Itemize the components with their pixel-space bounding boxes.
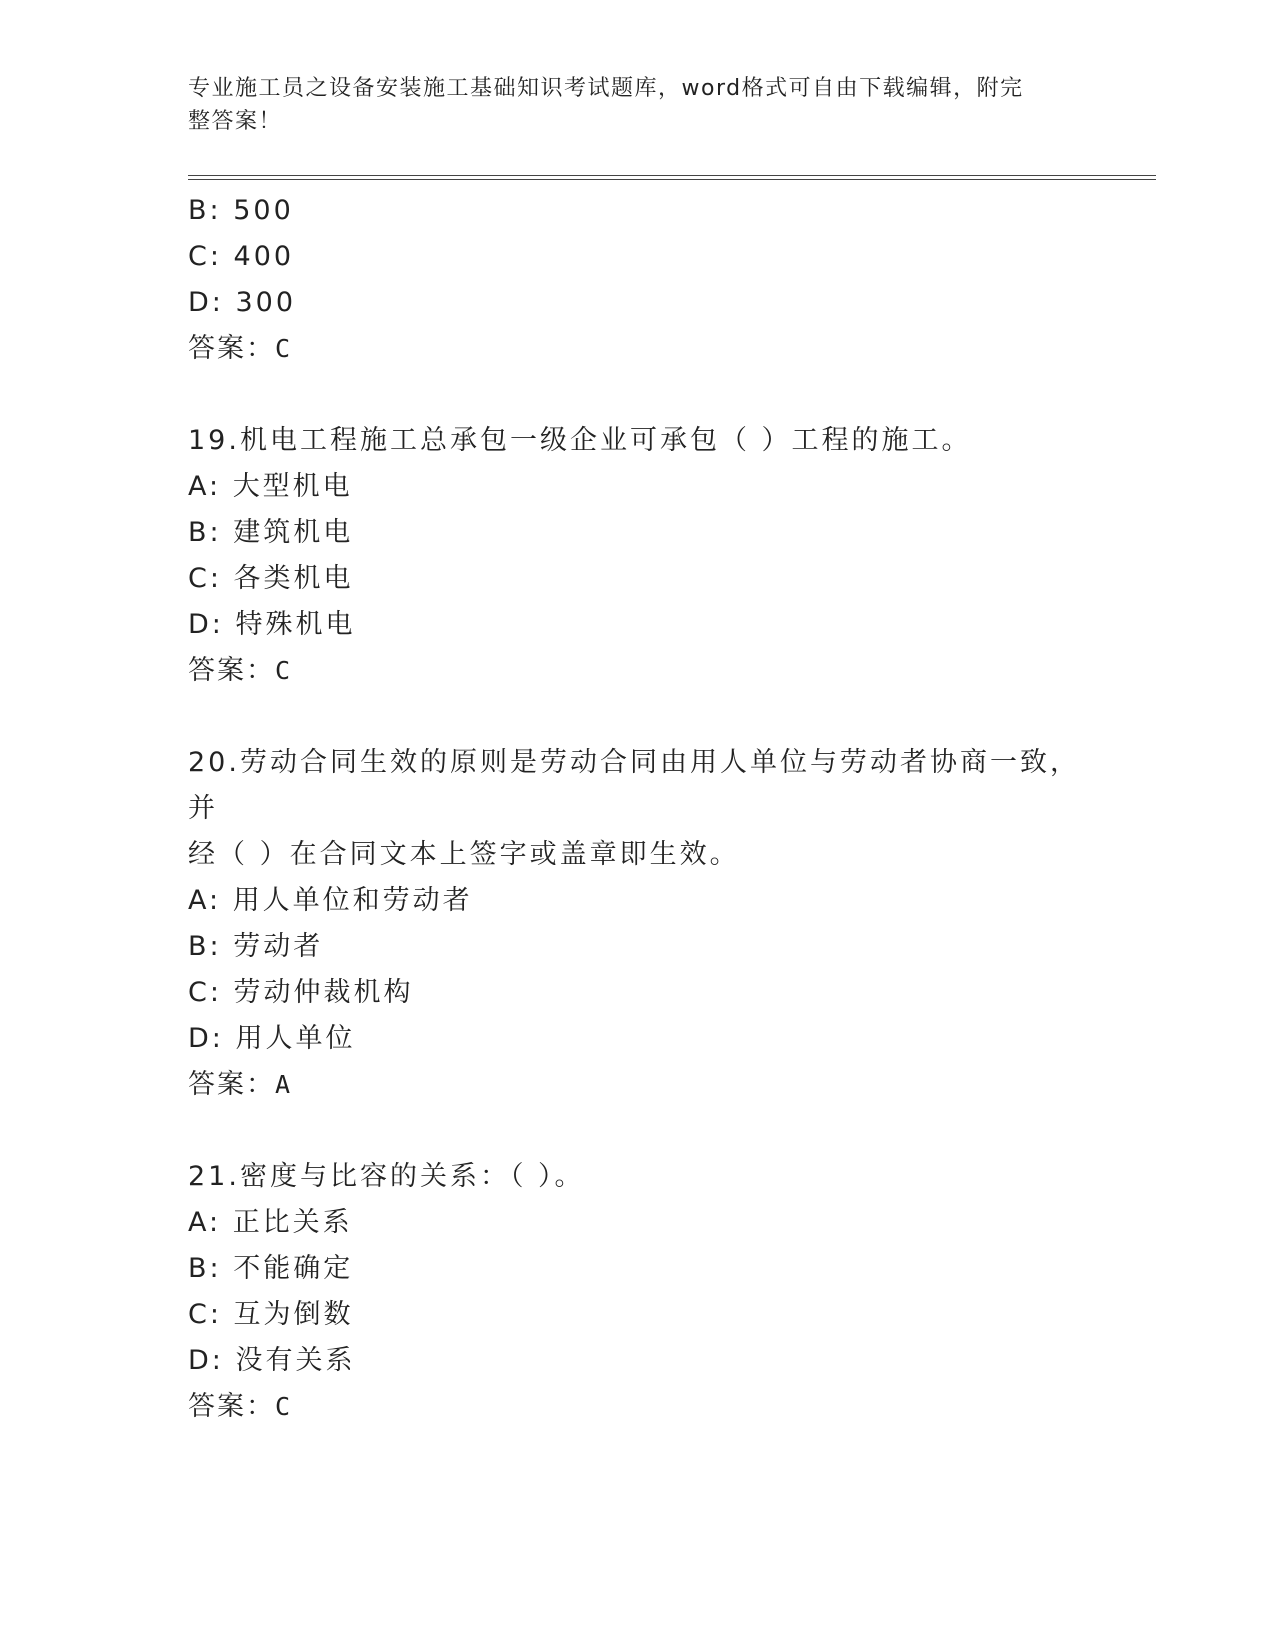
- question-20: [188, 740, 1088, 1108]
- option-c: [188, 1292, 1088, 1338]
- answer-label: 答案：: [188, 333, 275, 364]
- question-text-line: 密度与比容的关系：（ ）。: [239, 1161, 585, 1192]
- option-text: 用人单位: [235, 1023, 356, 1054]
- option-a: [188, 878, 1088, 924]
- option-label: D:: [188, 287, 224, 318]
- option-d: [188, 602, 1088, 648]
- option-text: 大型机电: [232, 471, 353, 502]
- header-line-2: 整答案！: [188, 109, 283, 134]
- option-a: [188, 464, 1088, 510]
- answer-line: [188, 1062, 1088, 1108]
- question-19: [188, 418, 1088, 694]
- answer-value: C: [275, 334, 293, 363]
- option-text: 不能确定: [233, 1253, 354, 1284]
- answer-label: 答案：: [188, 655, 275, 686]
- question-text-line: 劳动合同生效的原则是劳动合同由用人单位与劳动者协商一致，并: [188, 747, 1080, 824]
- answer-label: 答案：: [188, 1069, 275, 1100]
- option-b: [188, 924, 1088, 970]
- option-label: B:: [188, 195, 222, 226]
- option-d: [188, 280, 1088, 326]
- header-line-1: 专业施工员之设备安装施工基础知识考试题库，word格式可自由下载编辑，附完: [188, 76, 1024, 101]
- answer-label: 答案：: [188, 1391, 275, 1422]
- question-number: 20.: [188, 747, 240, 778]
- answer-value: C: [275, 1392, 293, 1421]
- option-text: 互为倒数: [233, 1299, 354, 1330]
- option-label: A:: [188, 1207, 222, 1238]
- option-label: A:: [188, 471, 222, 502]
- option-text: 300: [235, 287, 297, 318]
- option-b: [188, 188, 1088, 234]
- option-label: D:: [188, 1345, 224, 1376]
- option-text: 建筑机电: [233, 517, 354, 548]
- option-label: B:: [188, 517, 222, 548]
- option-label: D:: [188, 609, 224, 640]
- option-label: C:: [188, 1299, 222, 1330]
- question-number: 21.: [188, 1161, 240, 1192]
- option-d: [188, 1016, 1088, 1062]
- prev-question: [188, 188, 1088, 372]
- question-text: [188, 418, 1088, 464]
- option-text: 没有关系: [235, 1345, 356, 1376]
- option-text: 500: [233, 195, 294, 226]
- answer-line: [188, 326, 1088, 372]
- option-label: A:: [188, 885, 222, 916]
- option-label: C:: [188, 563, 222, 594]
- option-b: [188, 1246, 1088, 1292]
- option-label: D:: [188, 1023, 224, 1054]
- option-c: [188, 970, 1088, 1016]
- question-text: [188, 1154, 1088, 1200]
- answer-value: C: [275, 656, 293, 685]
- question-21: [188, 1154, 1088, 1430]
- option-text: 特殊机电: [235, 609, 356, 640]
- option-label: B:: [188, 931, 222, 962]
- option-text: 400: [233, 241, 295, 272]
- option-b: [188, 510, 1088, 556]
- option-c: [188, 234, 1088, 280]
- option-d: [188, 1338, 1088, 1384]
- option-c: [188, 556, 1088, 602]
- option-text: 用人单位和劳动者: [232, 885, 473, 916]
- answer-value: A: [275, 1070, 293, 1099]
- header-rule-top: [188, 175, 1156, 176]
- option-text: 劳动者: [233, 931, 324, 962]
- header-rule-bottom: [188, 179, 1156, 180]
- question-text: [188, 740, 1088, 832]
- option-label: C:: [188, 241, 222, 272]
- option-text: 各类机电: [233, 563, 354, 594]
- question-number: 19.: [188, 425, 240, 456]
- option-text: 正比关系: [232, 1207, 353, 1238]
- answer-line: [188, 648, 1088, 694]
- question-text-line: 经（ ）在合同文本上签字或盖章即生效。: [188, 839, 740, 870]
- option-label: B:: [188, 1253, 222, 1284]
- answer-line: [188, 1384, 1088, 1430]
- question-list: [188, 188, 1088, 1430]
- document-header: [188, 72, 1078, 138]
- question-text-continued: [188, 832, 1088, 878]
- question-text-line: 机电工程施工总承包一级企业可承包（ ）工程的施工。: [239, 425, 972, 456]
- option-label: C:: [188, 977, 222, 1008]
- option-a: [188, 1200, 1088, 1246]
- option-text: 劳动仲裁机构: [233, 977, 414, 1008]
